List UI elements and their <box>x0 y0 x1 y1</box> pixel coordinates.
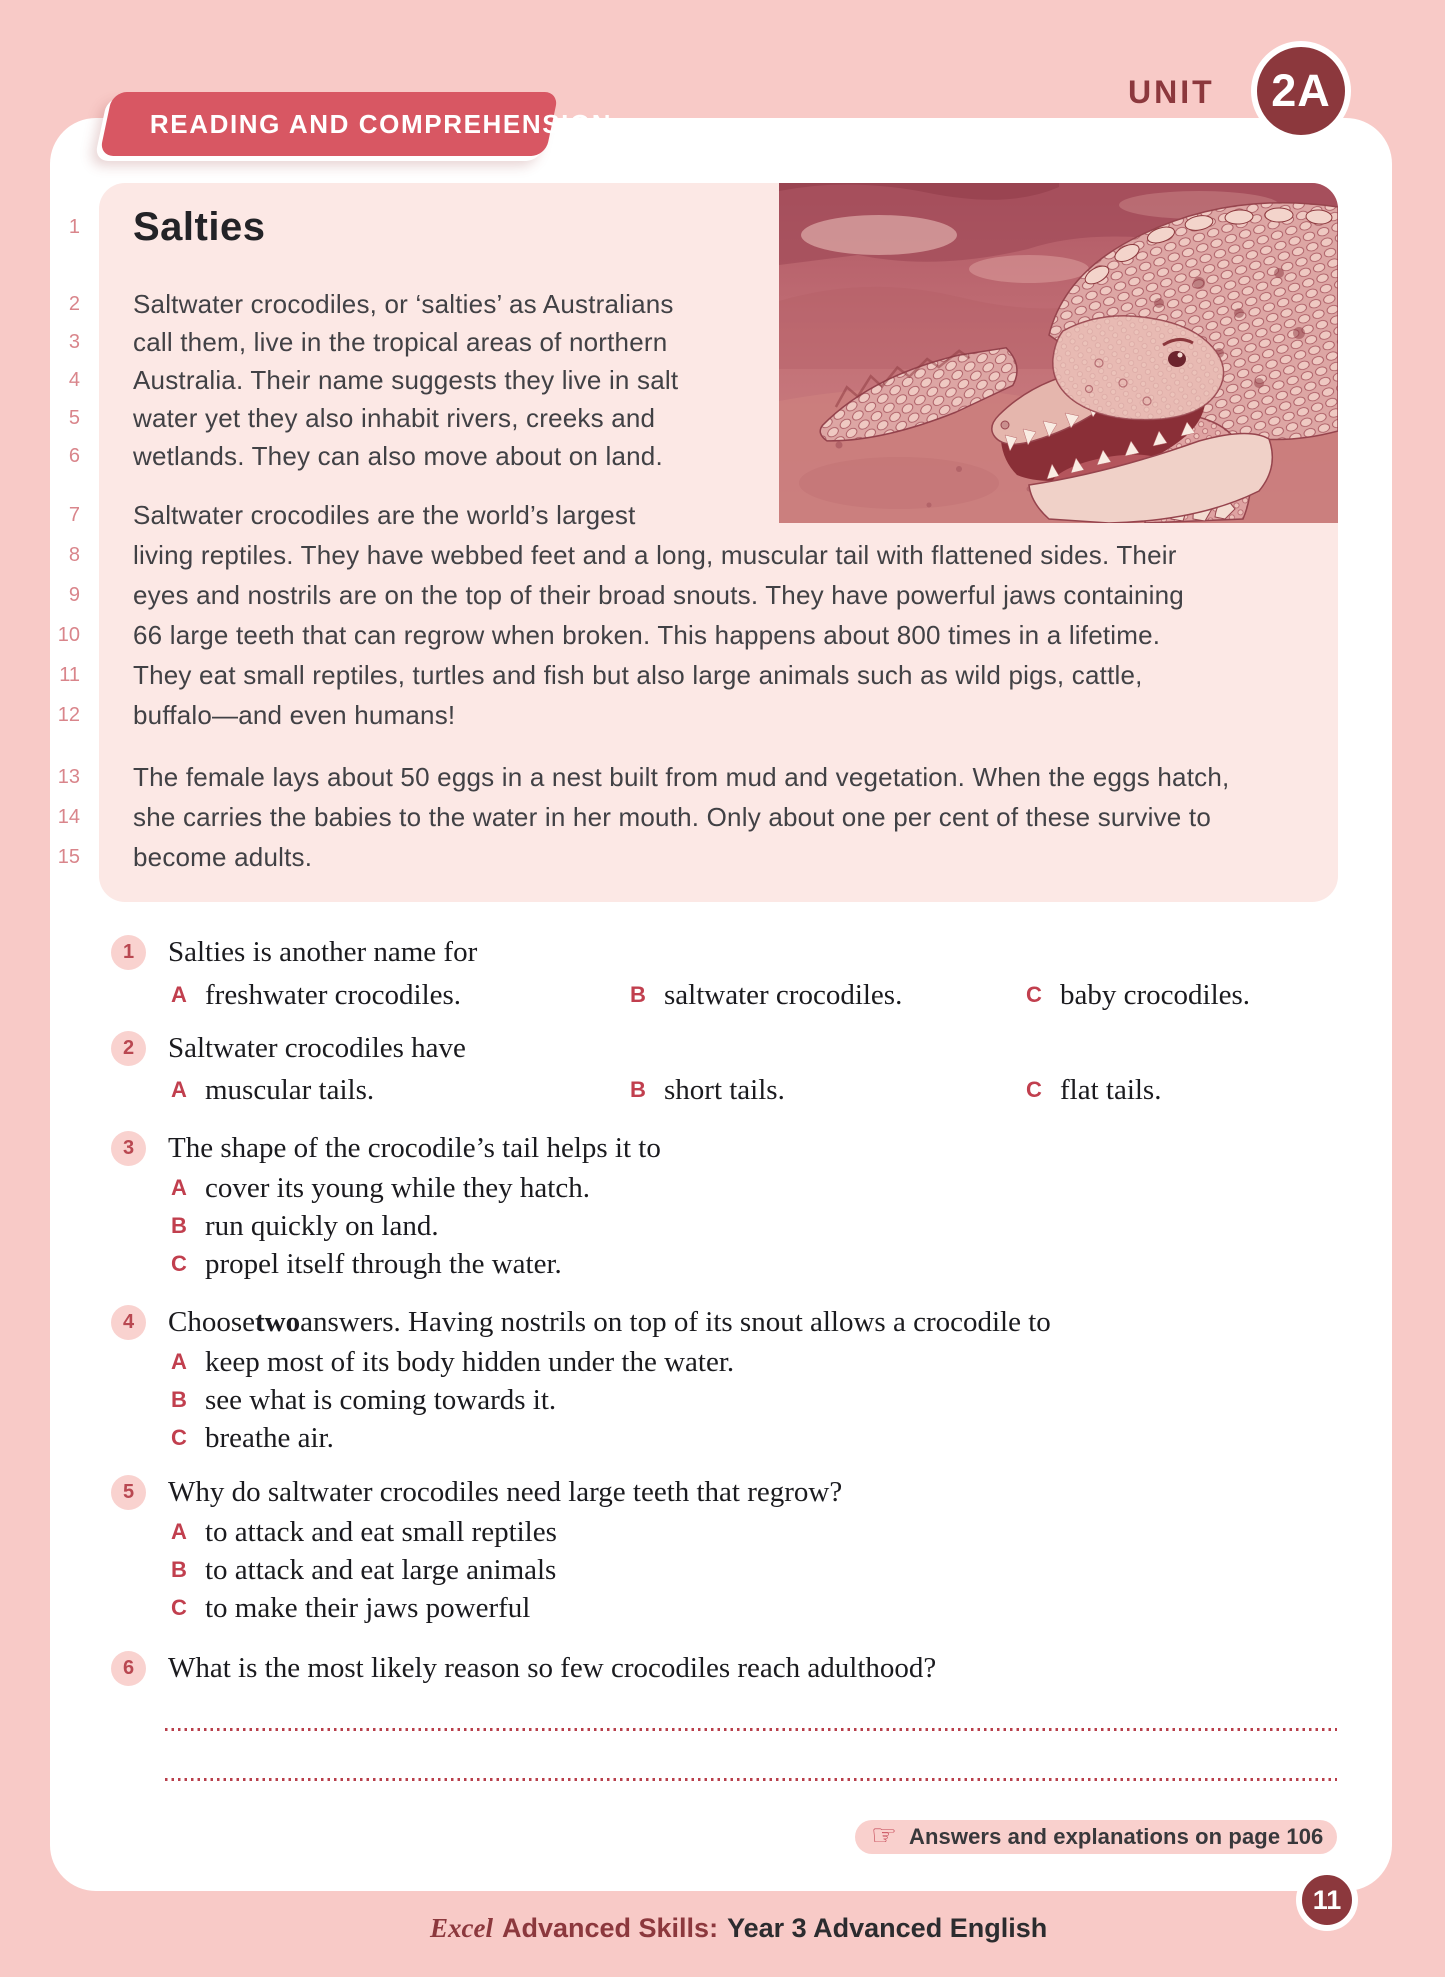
option-text: muscular tails. <box>205 1073 375 1106</box>
passage-line <box>0 757 1338 797</box>
passage-line <box>0 323 1338 361</box>
line-number: 3 <box>68 330 80 353</box>
question-3 <box>0 1130 1445 1290</box>
option-c[interactable] <box>1026 1072 1161 1108</box>
option-text: to attack and eat small reptiles <box>205 1515 557 1548</box>
question-number: 2 <box>111 1031 146 1066</box>
prompt-part-bold: two <box>255 1305 301 1338</box>
prompt-part: answers. Having nostrils on top of its snout allows a crocodile to <box>300 1305 1051 1338</box>
section-title: READING AND COMPREHENSION <box>150 108 613 139</box>
option-c[interactable] <box>1026 977 1250 1013</box>
answers-note-badge <box>855 1817 1337 1854</box>
option-letter: C <box>171 1595 187 1620</box>
passage-line-text: Saltwater crocodiles are the world’s largest <box>133 499 636 530</box>
question-5 <box>0 1474 1445 1634</box>
passage-line-text: Australia. Their name suggests they live in salt <box>133 364 679 395</box>
option-c[interactable] <box>171 1590 530 1626</box>
footer <box>430 1913 1047 1944</box>
option-text: keep most of its body hidden under the water. <box>205 1345 735 1378</box>
line-number: 4 <box>68 368 80 391</box>
passage-line <box>0 437 1338 475</box>
passage-line <box>0 575 1338 615</box>
question-4 <box>0 1304 1445 1464</box>
passage <box>0 196 1338 877</box>
option-a[interactable] <box>171 977 461 1013</box>
question-prompt: Saltwater crocodiles have <box>168 1031 466 1064</box>
option-text: to attack and eat large animals <box>205 1553 557 1586</box>
option-b[interactable] <box>630 1072 785 1108</box>
passage-line <box>0 361 1338 399</box>
option-letter: B <box>630 982 646 1007</box>
option-letter: A <box>171 1077 187 1102</box>
line-number: 6 <box>68 444 80 467</box>
passage-line-text: living reptiles. They have webbed feet and a long, muscular tail with flattened sides. Their <box>133 539 1177 570</box>
passage-line-text: water yet they also inhabit rivers, creeks and <box>133 402 656 433</box>
passage-title: Salties <box>133 204 266 249</box>
option-letter: A <box>171 1519 187 1544</box>
option-text: baby crocodiles. <box>1060 978 1251 1011</box>
line-number: 1 <box>68 215 80 238</box>
question-prompt: The shape of the crocodile’s tail helps it to <box>168 1131 661 1164</box>
option-text: breathe air. <box>205 1421 334 1454</box>
question-number: 1 <box>111 935 146 970</box>
passage-line <box>0 695 1338 735</box>
line-number: 2 <box>68 292 80 315</box>
option-text: cover its young while they hatch. <box>205 1171 590 1204</box>
option-letter: B <box>630 1077 646 1102</box>
passage-line-text: The female lays about 50 eggs in a nest built from mud and vegetation. When the eggs hatch, <box>133 761 1230 792</box>
option-a[interactable] <box>171 1170 590 1206</box>
passage-line <box>0 615 1338 655</box>
option-letter: C <box>1026 1077 1042 1102</box>
option-text: flat tails. <box>1060 1073 1162 1106</box>
answer-line-1[interactable] <box>165 1728 1337 1731</box>
option-b[interactable] <box>171 1208 439 1244</box>
question-prompt <box>168 1304 1051 1340</box>
option-c[interactable] <box>171 1246 562 1282</box>
option-letter: A <box>171 1349 187 1374</box>
footer-brand: Excel <box>430 1913 493 1943</box>
option-text: to make their jaws powerful <box>205 1591 531 1624</box>
option-letter: C <box>171 1251 187 1276</box>
passage-line-text: Saltwater crocodiles, or ‘salties’ as Australians <box>133 288 674 319</box>
line-number: 7 <box>68 503 80 526</box>
option-letter: C <box>1026 982 1042 1007</box>
passage-line <box>0 655 1338 695</box>
option-a[interactable] <box>171 1514 557 1550</box>
question-number: 4 <box>111 1305 146 1340</box>
line-number: 8 <box>68 543 80 566</box>
option-a[interactable] <box>171 1344 734 1380</box>
passage-line-text: she carries the babies to the water in her mouth. Only about one per cent of these survive to <box>133 801 1211 832</box>
passage-line <box>0 285 1338 323</box>
option-a[interactable] <box>171 1072 374 1108</box>
section-badge <box>99 92 613 156</box>
pointing-hand-icon: ☞ <box>871 1817 897 1852</box>
option-letter: B <box>171 1387 187 1412</box>
option-text: propel itself through the water. <box>205 1247 562 1280</box>
answer-line-2[interactable] <box>165 1778 1337 1781</box>
passage-line-text: eyes and nostrils are on the top of their broad snouts. They have powerful jaws containing <box>133 579 1184 610</box>
passage-line <box>0 535 1338 575</box>
option-b[interactable] <box>171 1552 556 1588</box>
question-prompt: Why do saltwater crocodiles need large teeth that regrow? <box>168 1475 843 1508</box>
line-number: 11 <box>59 663 80 686</box>
option-c[interactable] <box>171 1420 334 1456</box>
option-b[interactable] <box>171 1382 556 1418</box>
option-letter: A <box>171 1175 187 1200</box>
passage-line <box>0 797 1338 837</box>
option-text: freshwater crocodiles. <box>205 978 462 1011</box>
option-letter: B <box>171 1213 187 1238</box>
passage-line-text: call them, live in the tropical areas of northern <box>133 326 668 357</box>
option-text: run quickly on land. <box>205 1209 439 1242</box>
passage-line-text: 66 large teeth that can regrow when broken. This happens about 800 times in a lifetime. <box>133 619 1161 650</box>
prompt-part: Choose <box>168 1305 255 1338</box>
option-text: see what is coming towards it. <box>205 1383 557 1416</box>
passage-line-text: become adults. <box>133 841 313 872</box>
page-number-badge: 11 <box>1296 1869 1358 1931</box>
passage-line <box>0 399 1338 437</box>
line-number: 13 <box>57 765 80 788</box>
line-number: 5 <box>68 406 80 429</box>
option-b[interactable] <box>630 977 902 1013</box>
option-text: saltwater crocodiles. <box>664 978 903 1011</box>
line-number: 12 <box>57 703 80 726</box>
line-number: 15 <box>57 845 80 868</box>
question-prompt: What is the most likely reason so few crocodiles reach adulthood? <box>168 1651 937 1684</box>
passage-line <box>0 196 1338 258</box>
question-number: 3 <box>111 1131 146 1166</box>
passage-line <box>0 495 1338 535</box>
line-number: 14 <box>57 805 80 828</box>
question-number: 6 <box>111 1651 146 1686</box>
unit-label: UNIT <box>1128 74 1215 110</box>
line-number: 9 <box>68 583 80 606</box>
passage-line-text: wetlands. They can also move about on land. <box>133 440 663 471</box>
option-text: short tails. <box>664 1073 785 1106</box>
option-letter: C <box>171 1425 187 1450</box>
footer-book-title: Year 3 Advanced English <box>727 1913 1048 1943</box>
footer-series: Advanced Skills: <box>501 1913 719 1943</box>
option-letter: B <box>171 1557 187 1582</box>
passage-line-text: They eat small reptiles, turtles and fish but also large animals such as wild pigs, cattle, <box>133 659 1143 690</box>
passage-line-text: buffalo—and even humans! <box>133 699 456 730</box>
answers-note-text: Answers and explanations on page 106 <box>909 1824 1324 1849</box>
question-prompt: Salties is another name for <box>168 935 478 968</box>
question-number: 5 <box>111 1475 146 1510</box>
unit-code-badge: 2A <box>1251 41 1351 141</box>
line-number: 10 <box>57 623 80 646</box>
option-letter: A <box>171 982 187 1007</box>
passage-line <box>0 837 1338 877</box>
